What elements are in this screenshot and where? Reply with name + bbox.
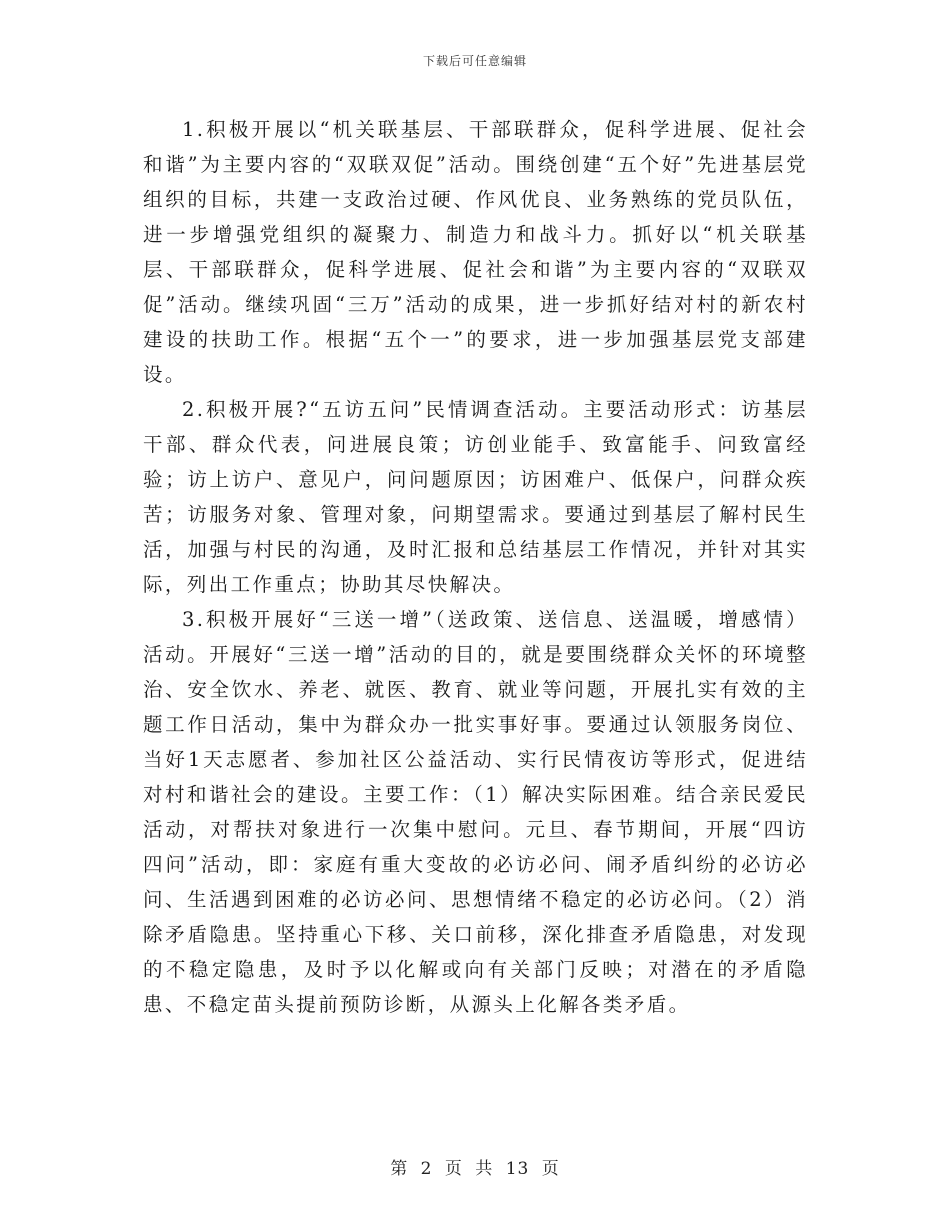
paragraph-1: 1.积极开展以“机关联基层、干部联群众，促科学进展、促社会和谐”为主要内容的“双联双促”活动。围绕创建“五个好”先进基层党组织的目标，共建一支政治过硬、作风优良、业务熟练的党员队伍，进一步增强党组织的凝聚力、制造力和战斗力。抓好以“机关联基层、干部联群众，促科学进展、促社会和谐”为主要内容的“双联双促”活动。继续巩固“三万”活动的成果，进一步抓好结对村的新农村建设的扶助工作。根据“五个一”的要求，进一步加强基层党支部建设。 — [143, 118, 808, 386]
page-number-footer: 第 2 页 共 13 页 — [390, 1159, 560, 1179]
paragraph-3: 3.积极开展好“三送一增”（送政策、送信息、送温暖，增感情）活动。开展好“三送一增”活动的目的，就是要围绕群众关怀的环境整治、安全饮水、养老、就医、教育、就业等问题，开展扎实有效的主题工作日活动，集中为群众办一批实事好事。要通过认领服务岗位、当好1天志愿者、参加社区公益活动、实行民情夜访等形式，促进结对村和谐社会的建设。主要工作：（1）解决实际困难。结合亲民爱民活动，对帮扶对象进行一次集中慰问。元旦、春节期间，开展“四访四问”活动，即：家庭有重大变故的必访必问、闹矛盾纠纷的必访必问、生活遇到困难的必访必问、思想情绪不稳定的必访必问。（2）消除矛盾隐患。坚持重心下移、关口前移，深化排查矛盾隐患，对发现的不稳定隐患，及时予以化解或向有关部门反映；对潜在的矛盾隐患、不稳定苗头提前预防诊断，从源头上化解各类矛盾。 — [143, 608, 808, 1016]
document-body — [143, 112, 808, 1022]
paragraph-2: 2.积极开展?“五访五问”民情调查活动。主要活动形式：访基层干部、群众代表，问进展良策；访创业能手、致富能手、问致富经验；访上访户、意见户，问问题原因；访困难户、低保户，问群众疾苦；访服务对象、管理对象，问期望需求。要通过到基层了解村民生活，加强与村民的沟通，及时汇报和总结基层工作情况，并针对其实际，列出工作重点；协助其尽快解决。 — [143, 398, 808, 596]
page-header: 下载后可任意编辑 — [422, 54, 527, 68]
